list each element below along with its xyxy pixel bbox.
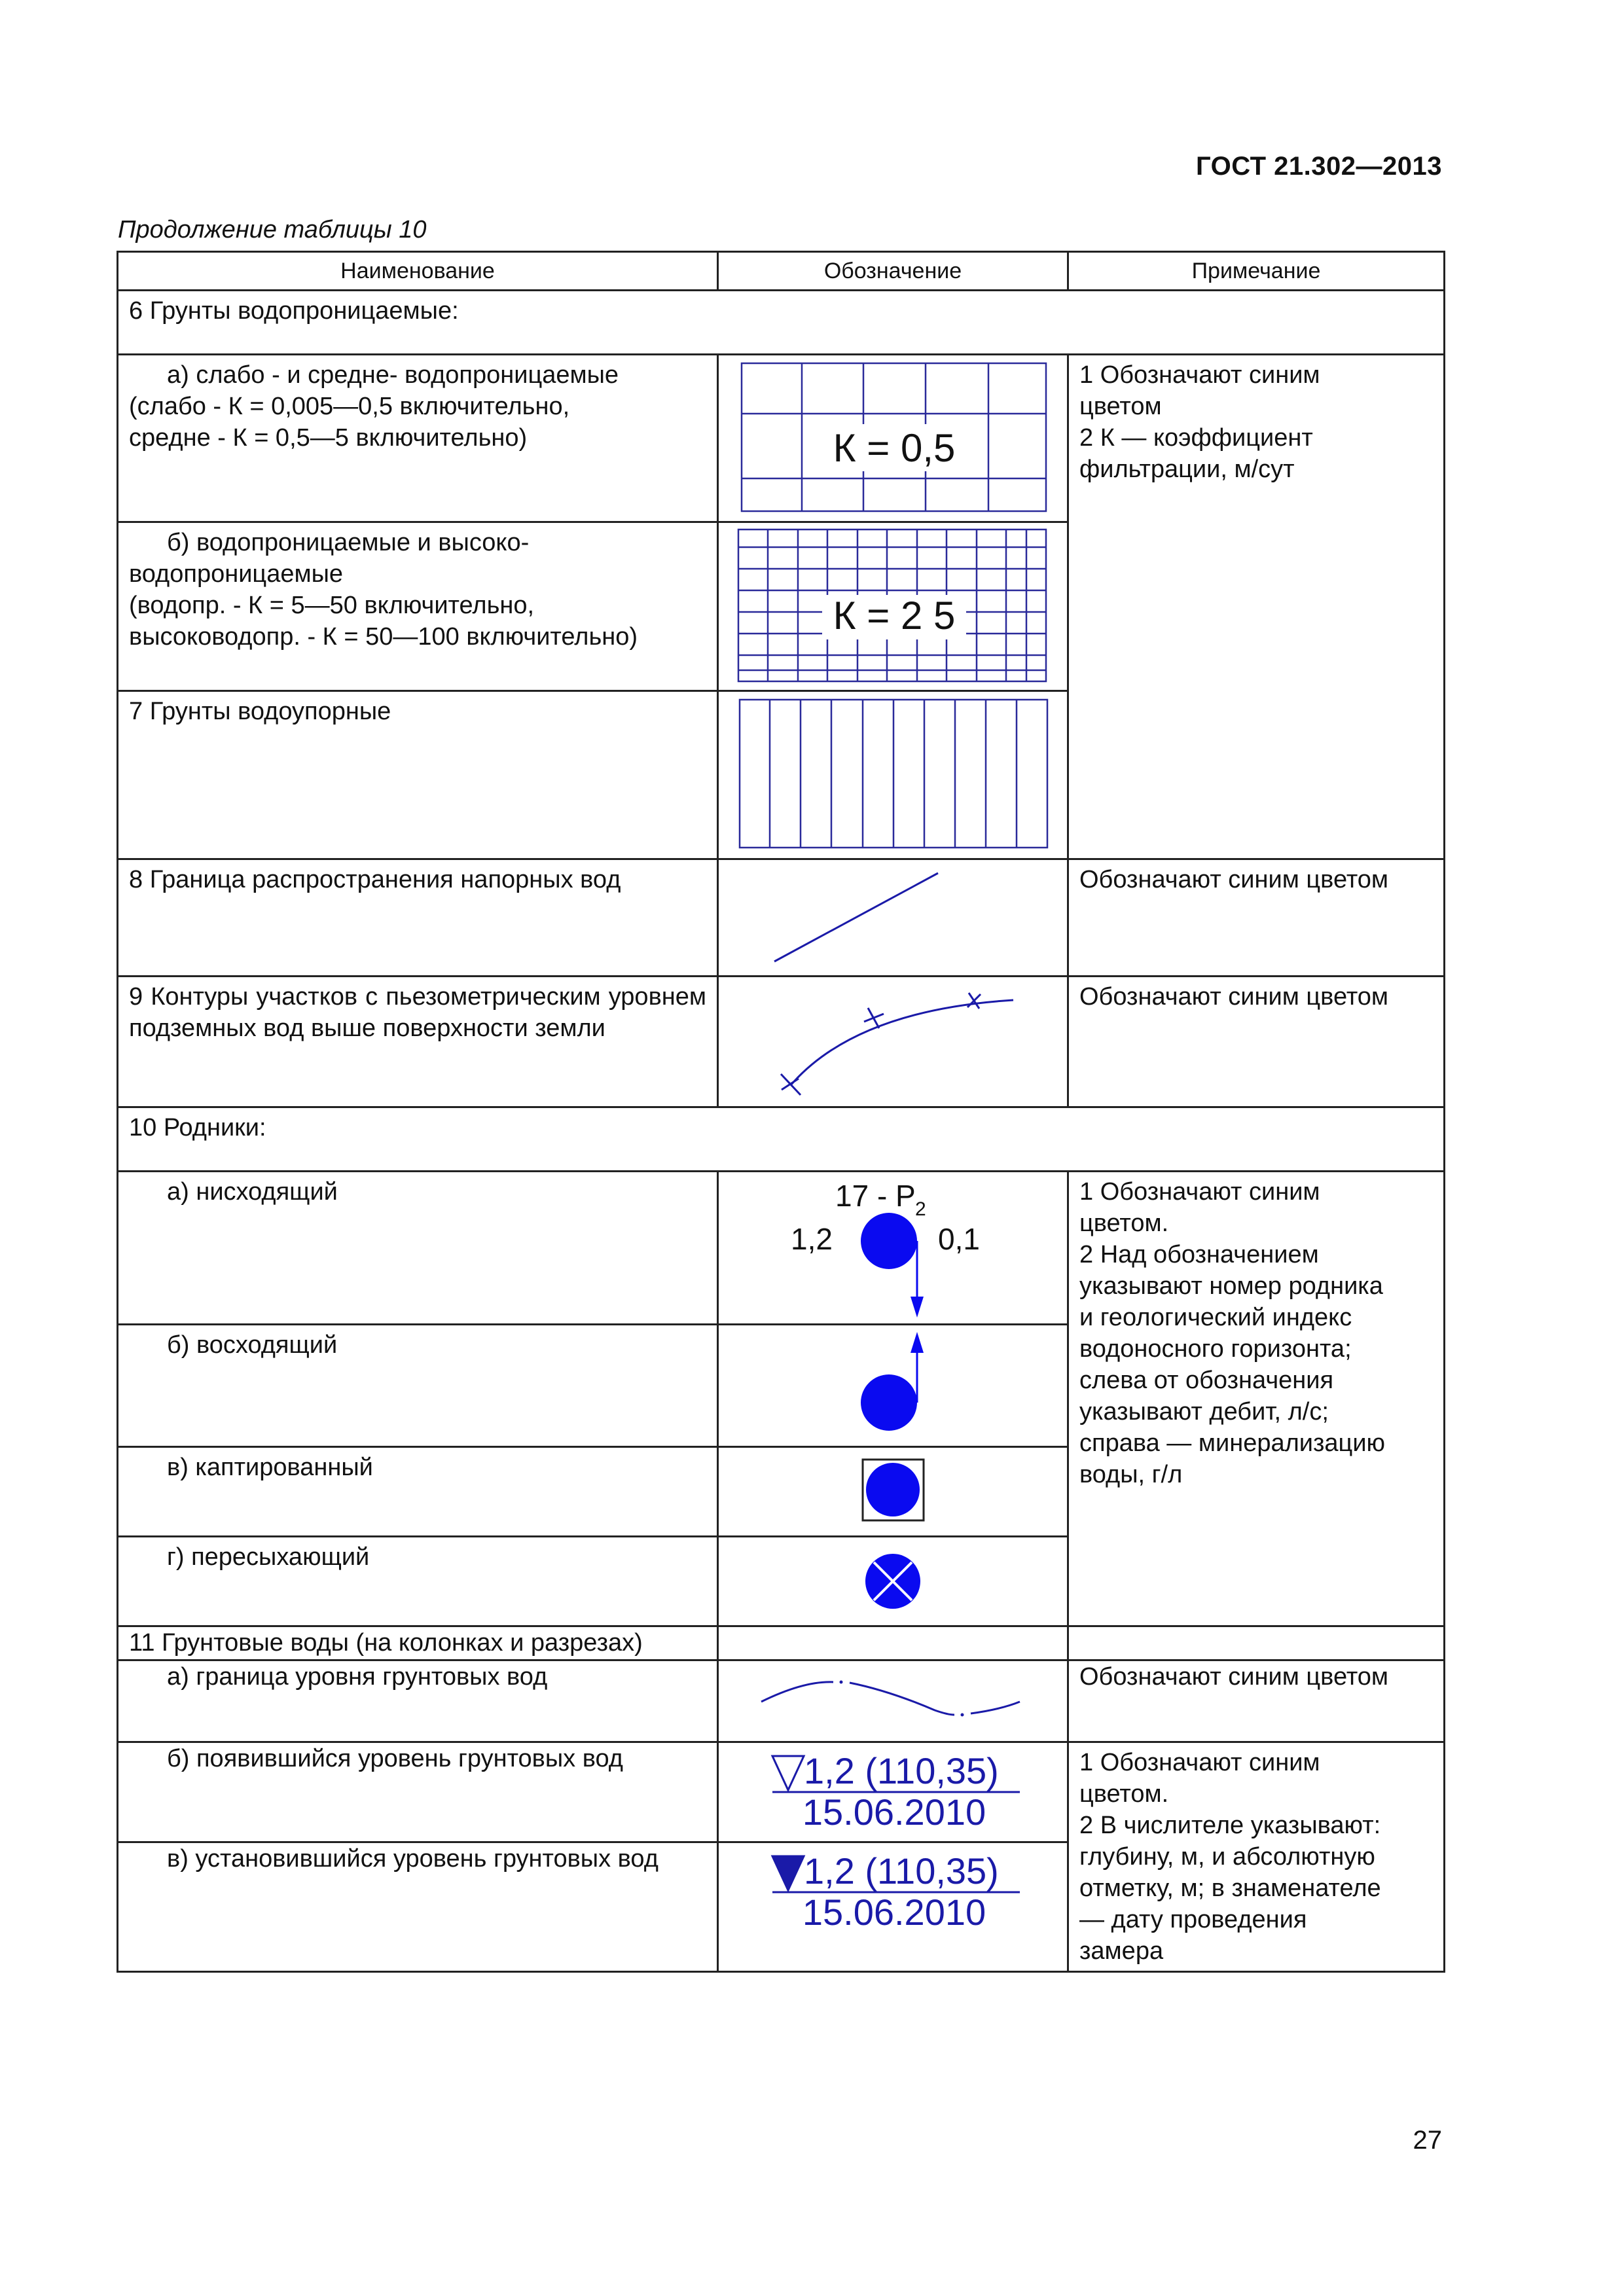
k-label: К = 0,5 <box>833 426 956 470</box>
text-line: (водопр. - К = 5—50 включительно, <box>129 592 535 619</box>
impermeable-symbol <box>719 692 1069 858</box>
table-row <box>118 977 1445 1107</box>
text-line: водопроницаемые <box>129 560 344 588</box>
row-9-name: 9 Контуры участков с пьезометрическим уровнем подземных вод выше поверхности земли <box>118 977 718 1107</box>
text-line: — дату проведения <box>1079 1906 1307 1933</box>
page-number: 27 <box>1413 2126 1442 2155</box>
row-10c-symbol <box>718 1447 1068 1537</box>
level-denominator: 15.06.2010 <box>802 1891 986 1933</box>
row-10-title: 10 Родники: <box>118 1107 1445 1172</box>
drying-spring-symbol <box>719 1537 1069 1625</box>
row-8-note: Обозначают синим цветом <box>1068 859 1445 977</box>
text-line: водоносного горизонта; <box>1079 1335 1352 1363</box>
row-11-note <box>1068 1742 1445 1972</box>
row-10a-symbol <box>718 1172 1068 1325</box>
text-line: 2 К — коэффициент <box>1079 424 1313 452</box>
row-10d-symbol <box>718 1537 1068 1626</box>
symbols-table <box>117 251 1445 1973</box>
spring-index-subscript: 2 <box>915 1198 926 1220</box>
row-11a-symbol <box>718 1660 1068 1742</box>
row-6a-name <box>118 355 718 522</box>
text-line: б) водопроницаемые и высоко- <box>167 529 530 556</box>
text-line: фильтрации, м/сут <box>1079 456 1295 483</box>
column-header-note: Примечание <box>1068 252 1445 291</box>
text-line: замера <box>1079 1937 1164 1965</box>
text-line: 1 Обозначают синим <box>1079 1749 1320 1776</box>
triangle-outline-icon <box>772 1756 804 1790</box>
permeable-grid-symbol <box>719 355 1069 521</box>
text-line: цветом. <box>1079 1780 1169 1808</box>
table-row <box>118 1742 1445 1842</box>
spring-debit-label: 1,2 <box>791 1222 833 1256</box>
piezometric-contour-symbol <box>719 977 1069 1106</box>
text-line: 1 Обозначают синим <box>1079 1178 1320 1206</box>
row-9-note: Обозначают синим цветом <box>1068 977 1445 1107</box>
groundwater-boundary-symbol <box>719 1661 1069 1741</box>
text-line: глубину, м, и абсолютную <box>1079 1843 1375 1871</box>
k-label: К = 2 5 <box>833 594 956 637</box>
arrow-down-icon <box>911 1297 924 1318</box>
spring-circle-icon <box>861 1213 917 1269</box>
row-7-symbol <box>718 691 1068 859</box>
text-line: и геологический индекс <box>1079 1304 1352 1331</box>
row-11c-label: в) установившийся уровень грунтовых вод <box>167 1844 659 1873</box>
row-11b-symbol <box>718 1742 1068 1842</box>
descending-spring-symbol <box>719 1172 1069 1323</box>
level-denominator: 15.06.2010 <box>802 1791 986 1833</box>
text-line: справа — минерализацию <box>1079 1429 1386 1457</box>
table-row <box>118 1660 1445 1742</box>
highly-permeable-grid-symbol <box>719 523 1069 690</box>
row-11b-name: б) появившийся уровень грунтовых вод <box>118 1742 718 1842</box>
text-line: цветом <box>1079 393 1162 420</box>
spring-number-label: 17 - P <box>835 1179 916 1213</box>
row-10a-name: а) нисходящий <box>118 1172 718 1325</box>
pressure-water-boundary-symbol <box>719 860 1069 975</box>
row-9-symbol <box>718 977 1068 1107</box>
row-11a-name: а) граница уровня грунтовых вод <box>118 1660 718 1742</box>
spring-circle-icon <box>861 1374 917 1431</box>
row-11-title: 11 Грунтовые воды (на колонках и разрезах) <box>118 1626 718 1660</box>
text-line: указывают номер родника <box>1079 1272 1383 1300</box>
text-line: высоководопр. - К = 50—100 включительно) <box>129 623 638 651</box>
row-10b-name: б) восходящий <box>118 1325 718 1447</box>
table-row <box>118 859 1445 977</box>
row-6b-symbol <box>718 522 1068 691</box>
spring-circle-icon <box>866 1463 920 1516</box>
row-6-title: 6 Грунты водопроницаемые: <box>118 291 1445 355</box>
row-8-name: 8 Граница распространения напорных вод <box>118 859 718 977</box>
table-row <box>118 291 1445 355</box>
row-11-title-note <box>1068 1626 1445 1660</box>
table-caption: Продолжение таблицы 10 <box>118 216 427 243</box>
row-11c-name <box>118 1842 718 1971</box>
table-row <box>118 1107 1445 1172</box>
table-row <box>118 1626 1445 1660</box>
document-code: ГОСТ 21.302—2013 <box>1195 152 1442 181</box>
text-line: а) слабо - и средне- водопроницаемые <box>167 361 619 389</box>
text-line: слева от обозначения <box>1079 1367 1334 1394</box>
text-line: цветом. <box>1079 1210 1169 1237</box>
row-8-symbol <box>718 859 1068 977</box>
row-11-title-symbol <box>718 1626 1068 1660</box>
row-10-note <box>1068 1172 1445 1626</box>
text-line: 2 Над обозначением <box>1079 1241 1319 1268</box>
table-row <box>118 1172 1445 1325</box>
ascending-spring-symbol <box>719 1325 1069 1446</box>
triangle-filled-icon <box>772 1856 804 1890</box>
text-line: воды, г/л <box>1079 1461 1183 1488</box>
captured-spring-symbol <box>719 1448 1069 1535</box>
row-6a-symbol <box>718 355 1068 522</box>
column-header-name: Наименование <box>118 252 718 291</box>
spring-mineralization-label: 0,1 <box>938 1222 980 1256</box>
text-line: указывают дебит, л/с; <box>1079 1398 1329 1426</box>
appeared-water-level-symbol <box>719 1743 1069 1839</box>
row-6b-name <box>118 522 718 691</box>
table-header-row <box>118 252 1445 291</box>
text-line: 2 В числителе указывают: <box>1079 1812 1381 1839</box>
row-10c-name: в) каптированный <box>118 1447 718 1537</box>
level-numerator: 1,2 (110,35) <box>804 1750 999 1791</box>
text-line: отметку, м; в знаменателе <box>1079 1874 1381 1902</box>
row-7-name: 7 Грунты водоупорные <box>118 691 718 859</box>
row-11c-symbol <box>718 1842 1068 1971</box>
row-10b-symbol <box>718 1325 1068 1447</box>
row-6-note <box>1068 355 1445 859</box>
text-line: (слабо - К = 0,005—0,5 включительно, <box>129 393 570 420</box>
arrow-up-icon <box>911 1332 924 1353</box>
row-11a-note: Обозначают синим цветом <box>1068 1660 1445 1742</box>
column-header-symbol: Обозначение <box>718 252 1068 291</box>
text-line: 1 Обозначают синим <box>1079 361 1320 389</box>
level-numerator: 1,2 (110,35) <box>804 1850 999 1892</box>
row-10d-name: г) пересыхающий <box>118 1537 718 1626</box>
text-line: средне - К = 0,5—5 включительно) <box>129 424 528 452</box>
established-water-level-symbol <box>719 1843 1069 1969</box>
table-row <box>118 355 1445 522</box>
